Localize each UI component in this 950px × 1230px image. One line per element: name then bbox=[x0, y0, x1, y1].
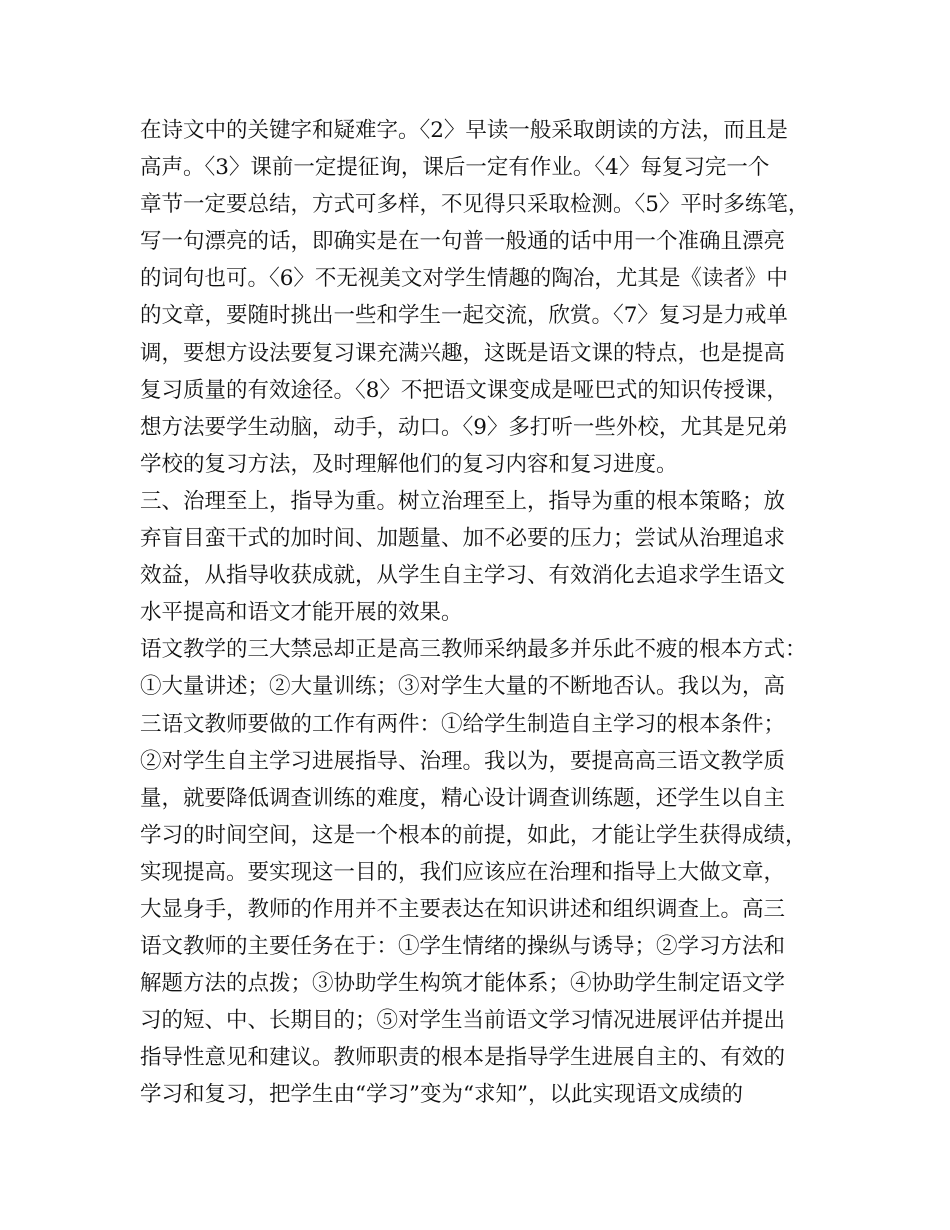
text-line: 水平提高和语文才能开展的效果。 bbox=[140, 600, 463, 626]
text-line: 的文章，要随时挑出一些和学生一起交流，欣赏。〈7〉复习是力戒单 bbox=[140, 303, 788, 329]
text-line: ②对学生自主学习进展指导、治理。我以为，要提高高三语文教学质 bbox=[140, 748, 786, 774]
text-line: 习的短、中、长期目的；⑤对学生当前语文学习情况进展评估并提出 bbox=[140, 1008, 786, 1034]
text-line: 调，要想方设法要复习课充满兴趣，这既是语文课的特点，也是提高 bbox=[140, 340, 786, 366]
text-line: 复习质量的有效途径。〈8〉不把语文课变成是哑巴式的知识传授课， bbox=[140, 377, 788, 403]
text-line: 章节一定要总结，方式可多样，不见得只采取检测。〈5〉平时多练笔， bbox=[140, 192, 810, 218]
text-line: 的词句也可。〈6〉不无视美文对学生情趣的陶冶，尤其是《读者》中 bbox=[140, 266, 788, 292]
text-line: 三、治理至上，指导为重。树立治理至上，指导为重的根本策略；放 bbox=[140, 488, 786, 514]
text-line: 解题方法的点拨；③协助学生构筑才能体系；④协助学生制定语文学 bbox=[140, 971, 786, 997]
text-line: 写一句漂亮的话，即确实是在一句普一般通的话中用一个准确且漂亮 bbox=[140, 229, 786, 255]
text-line: 实现提高。要实现这一目的，我们应该应在治理和指导上大做文章， bbox=[140, 859, 786, 885]
text-line: ①大量讲述；②大量训练；③对学生大量的不断地否认。我以为，高 bbox=[140, 674, 786, 700]
text-line: 三语文教师要做的工作有两件：①给学生制造自主学习的根本条件； bbox=[140, 711, 786, 737]
text-line: 弃盲目蛮干式的加时间、加题量、加不必要的压力；尝试从治理追求 bbox=[140, 526, 786, 552]
text-line: 量，就要降低调查训练的难度，精心设计调查训练题，还学生以自主 bbox=[140, 785, 786, 811]
text-line: 指导性意见和建议。教师职责的根本是指导学生进展自主的、有效的 bbox=[140, 1045, 786, 1071]
text-line: 语文教学的三大禁忌却正是高三教师采纳最多并乐此不疲的根本方式： bbox=[140, 637, 807, 663]
text-line: 大显身手，教师的作用并不主要表达在知识讲述和组织调查上。高三 bbox=[140, 896, 786, 922]
text-line: 学习的时间空间，这是一个根本的前提，如此，才能让学生获得成绩， bbox=[140, 822, 807, 848]
text-line: 学习和复习，把学生由“学习”变为“求知”，以此实现语文成绩的 bbox=[140, 1082, 743, 1108]
text-line: 高声。〈3〉课前一定提征询，课后一定有作业。〈4〉每复习完一个 bbox=[140, 155, 770, 181]
text-line: 语文教师的主要任务在于：①学生情绪的操纵与诱导；②学习方法和 bbox=[140, 934, 786, 960]
text-line: 在诗文中的关键字和疑难字。〈2〉早读一般采取朗读的方法，而且是 bbox=[140, 118, 788, 143]
body-text bbox=[140, 112, 830, 1114]
text-line: 学校的复习方法，及时理解他们的复习内容和复习进度。 bbox=[140, 451, 678, 477]
text-line: 想方法要学生动脑，动手，动口。〈9〉多打听一些外校，尤其是兄弟 bbox=[140, 414, 788, 440]
text-line: 效益，从指导收获成就，从学生自主学习、有效消化去追求学生语文 bbox=[140, 563, 786, 589]
